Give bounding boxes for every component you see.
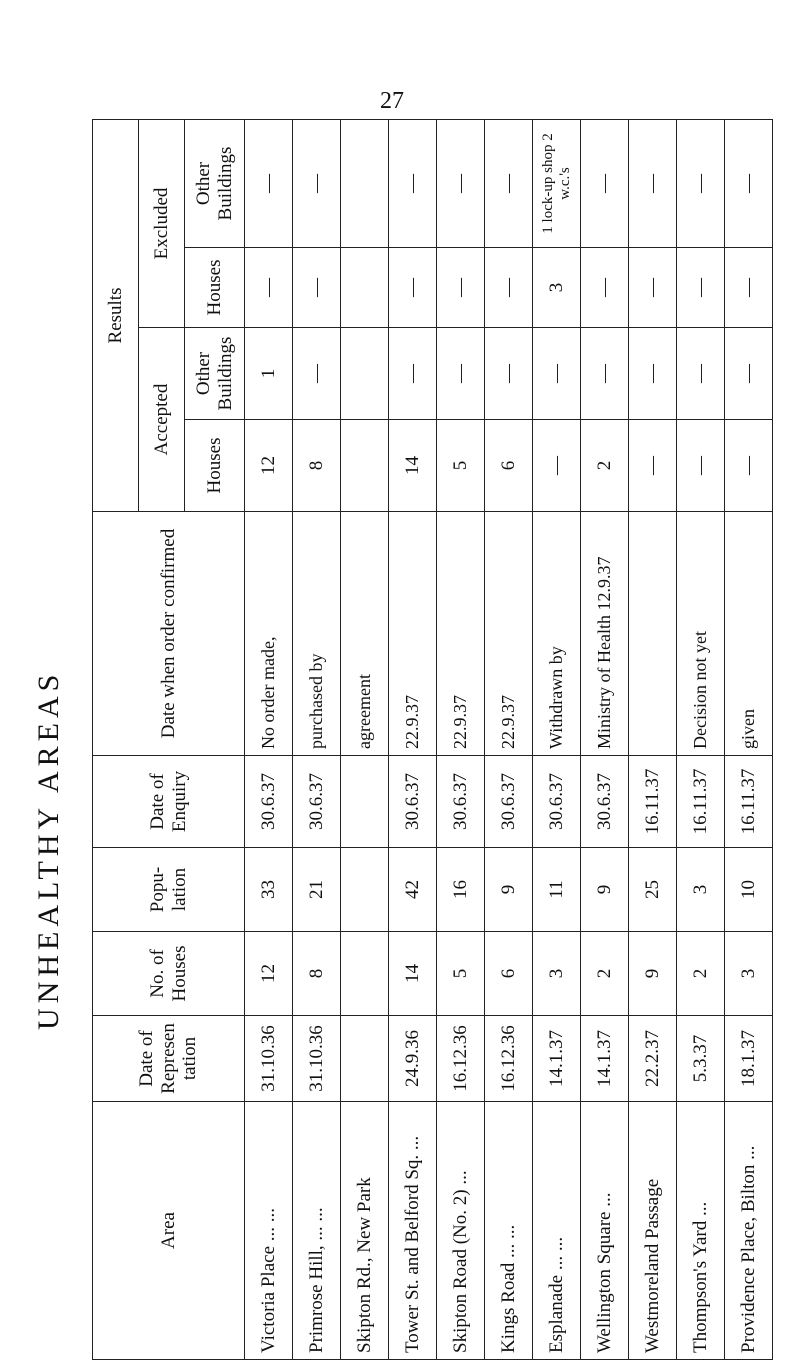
header-results: Results — [93, 119, 139, 511]
population-cell: 33 — [245, 848, 293, 932]
table-row — [725, 119, 773, 1359]
population-cell — [341, 848, 389, 932]
enquiry-cell: 30.6.37 — [485, 756, 533, 848]
enquiry-cell: 16.11.37 — [677, 756, 725, 848]
accepted-buildings-cell: 1 — [245, 328, 293, 420]
enquiry-cell: 30.6.37 — [437, 756, 485, 848]
excluded-houses-cell: — — [245, 248, 293, 328]
accepted-buildings-cell: — — [389, 328, 437, 420]
accepted-houses-cell: — — [725, 420, 773, 512]
population-cell: 9 — [581, 848, 629, 932]
excluded-buildings-cell: — — [581, 119, 629, 247]
excluded-houses-cell: — — [677, 248, 725, 328]
representation-cell: 18.1.37 — [725, 1016, 773, 1102]
area-cell: Skipton Rd., New Park — [341, 1102, 389, 1360]
excluded-buildings-cell: — — [485, 119, 533, 247]
accepted-houses-cell: 5 — [437, 420, 485, 512]
excluded-buildings-cell: — — [437, 119, 485, 247]
area-cell: Tower St. and Belford Sq. ... — [389, 1102, 437, 1360]
houses-cell: 8 — [293, 932, 341, 1016]
accepted-houses-cell: 8 — [293, 420, 341, 512]
accepted-buildings-cell: — — [677, 328, 725, 420]
table-row — [245, 119, 293, 1359]
representation-cell: 24.9.36 — [389, 1016, 437, 1102]
page-number: 27 — [380, 88, 404, 114]
enquiry-cell: 16.11.37 — [725, 756, 773, 848]
header-accepted-houses: Houses — [185, 420, 245, 512]
representation-cell: 16.12.36 — [485, 1016, 533, 1102]
excluded-houses-cell: — — [725, 248, 773, 328]
confirmed-cell: agreement — [341, 512, 389, 756]
header-confirmed: Date when order confirmed — [93, 512, 245, 756]
excluded-houses-cell: — — [293, 248, 341, 328]
area-cell: Westmoreland Passage — [629, 1102, 677, 1360]
accepted-buildings-cell: — — [533, 328, 581, 420]
accepted-buildings-cell — [341, 328, 389, 420]
houses-cell: 12 — [245, 932, 293, 1016]
confirmed-cell — [629, 512, 677, 756]
population-cell: 25 — [629, 848, 677, 932]
enquiry-cell: 30.6.37 — [293, 756, 341, 848]
enquiry-cell — [341, 756, 389, 848]
houses-cell: 3 — [725, 932, 773, 1016]
representation-cell: 16.12.36 — [437, 1016, 485, 1102]
area-cell: Esplanade ... ... — [533, 1102, 581, 1360]
population-cell: 10 — [725, 848, 773, 932]
excluded-buildings-cell: — — [629, 119, 677, 247]
representation-cell: 31.10.36 — [245, 1016, 293, 1102]
population-cell: 3 — [677, 848, 725, 932]
table-row — [389, 119, 437, 1359]
excluded-buildings-cell: — — [677, 119, 725, 247]
side-title: UNHEALTHY AREAS — [32, 669, 65, 1030]
confirmed-cell: 22.9.37 — [485, 512, 533, 756]
excluded-houses-cell: — — [485, 248, 533, 328]
area-cell: Kings Road ... ... — [485, 1102, 533, 1360]
representation-cell: 22.2.37 — [629, 1016, 677, 1102]
accepted-houses-cell: — — [629, 420, 677, 512]
excluded-buildings-cell: — — [245, 119, 293, 247]
enquiry-cell: 30.6.37 — [389, 756, 437, 848]
excluded-buildings-cell — [341, 119, 389, 247]
excluded-buildings-cell: — — [293, 119, 341, 247]
area-cell: Primrose Hill, ... ... — [293, 1102, 341, 1360]
population-cell: 9 — [485, 848, 533, 932]
confirmed-cell: 22.9.37 — [389, 512, 437, 756]
table-row — [533, 119, 581, 1359]
houses-cell: 14 — [389, 932, 437, 1016]
accepted-buildings-cell: — — [293, 328, 341, 420]
rotated-table-container — [92, 120, 759, 1360]
excluded-houses-cell: — — [437, 248, 485, 328]
table-row — [629, 119, 677, 1359]
table-row — [677, 119, 725, 1359]
accepted-buildings-cell: — — [485, 328, 533, 420]
area-cell: Wellington Square ... — [581, 1102, 629, 1360]
enquiry-cell: 30.6.37 — [245, 756, 293, 848]
confirmed-cell: No order made, — [245, 512, 293, 756]
houses-cell: 2 — [581, 932, 629, 1016]
population-cell: 42 — [389, 848, 437, 932]
accepted-houses-cell: — — [677, 420, 725, 512]
representation-cell: 31.10.36 — [293, 1016, 341, 1102]
unhealthy-areas-table — [92, 119, 773, 1360]
table-row — [341, 119, 389, 1359]
accepted-buildings-cell: — — [437, 328, 485, 420]
area-cell: Skipton Road (No. 2) ... — [437, 1102, 485, 1360]
enquiry-cell: 30.6.37 — [533, 756, 581, 848]
area-cell: Thompson's Yard ... — [677, 1102, 725, 1360]
accepted-buildings-cell: — — [725, 328, 773, 420]
excluded-houses-cell: 3 — [533, 248, 581, 328]
enquiry-cell: 30.6.37 — [581, 756, 629, 848]
table-row — [437, 119, 485, 1359]
accepted-buildings-cell: — — [629, 328, 677, 420]
header-accepted-other-buildings: Other Buildings — [185, 328, 245, 420]
houses-cell: 2 — [677, 932, 725, 1016]
houses-cell: 3 — [533, 932, 581, 1016]
representation-cell: 5.3.37 — [677, 1016, 725, 1102]
confirmed-cell: given — [725, 512, 773, 756]
area-cell: Victoria Place ... ... — [245, 1102, 293, 1360]
excluded-buildings-cell: — — [725, 119, 773, 247]
header-excluded-other-buildings: Other Buildings — [185, 119, 245, 247]
excluded-houses-cell: — — [389, 248, 437, 328]
header-excluded-houses: Houses — [185, 248, 245, 328]
confirmed-cell: Withdrawn by — [533, 512, 581, 756]
confirmed-cell: Ministry of Health 12.9.37 — [581, 512, 629, 756]
header-no-houses: No. of Houses — [93, 932, 245, 1016]
header-accepted: Accepted — [139, 328, 185, 512]
excluded-houses-cell — [341, 248, 389, 328]
excluded-houses-cell: — — [629, 248, 677, 328]
representation-cell: 14.1.37 — [533, 1016, 581, 1102]
excluded-buildings-cell: 1 lock-up shop 2 w.c.'s — [533, 119, 581, 247]
header-excluded: Excluded — [139, 119, 185, 327]
header-representation: Date of Represen tation — [93, 1016, 245, 1102]
header-area: Area — [93, 1102, 245, 1360]
accepted-houses-cell — [341, 420, 389, 512]
accepted-buildings-cell: — — [581, 328, 629, 420]
excluded-buildings-cell: — — [389, 119, 437, 247]
houses-cell: 5 — [437, 932, 485, 1016]
table-row — [293, 119, 341, 1359]
confirmed-cell: Decision not yet — [677, 512, 725, 756]
houses-cell — [341, 932, 389, 1016]
table-row — [581, 119, 629, 1359]
accepted-houses-cell: 12 — [245, 420, 293, 512]
enquiry-cell: 16.11.37 — [629, 756, 677, 848]
confirmed-cell: 22.9.37 — [437, 512, 485, 756]
header-population: Popu- lation — [93, 848, 245, 932]
header-enquiry: Date of Enquiry — [93, 756, 245, 848]
houses-cell: 9 — [629, 932, 677, 1016]
population-cell: 16 — [437, 848, 485, 932]
representation-cell — [341, 1016, 389, 1102]
representation-cell: 14.1.37 — [581, 1016, 629, 1102]
population-cell: 21 — [293, 848, 341, 932]
population-cell: 11 — [533, 848, 581, 932]
area-cell: Providence Place, Bilton ... — [725, 1102, 773, 1360]
accepted-houses-cell: 6 — [485, 420, 533, 512]
accepted-houses-cell: — — [533, 420, 581, 512]
excluded-houses-cell: — — [581, 248, 629, 328]
table-row — [485, 119, 533, 1359]
houses-cell: 6 — [485, 932, 533, 1016]
accepted-houses-cell: 2 — [581, 420, 629, 512]
accepted-houses-cell: 14 — [389, 420, 437, 512]
confirmed-cell: purchased by — [293, 512, 341, 756]
